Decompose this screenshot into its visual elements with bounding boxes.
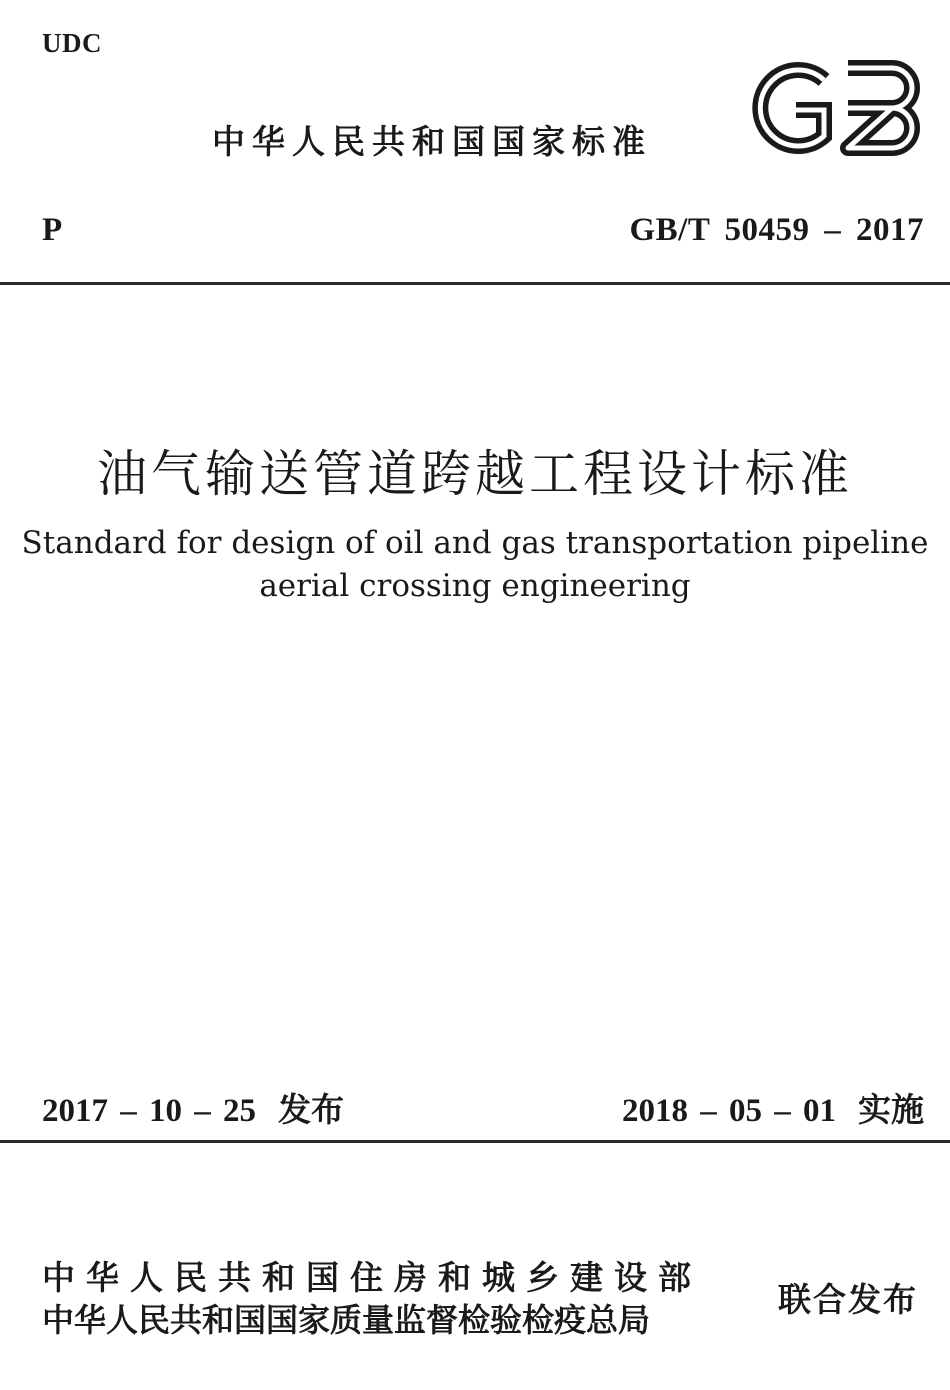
issue-date-block — [42, 1084, 344, 1131]
national-standard-heading: 中华人民共和国国家标准 — [212, 122, 652, 161]
gb-logo — [744, 60, 926, 156]
implementation-label: 实施 — [858, 1090, 924, 1129]
top-divider — [0, 282, 950, 285]
title-chinese: 油气输送管道跨越工程设计标准 — [97, 445, 853, 503]
standard-number: GB/T 50459 – 2017 — [629, 212, 924, 248]
title-english-line-2: aerial crossing engineering — [259, 568, 691, 604]
category-code: P — [42, 212, 63, 248]
publisher-aqsiq: 中华人民共和国国家质量监督检验检疫总局 — [42, 1301, 651, 1339]
issue-label: 发布 — [278, 1090, 344, 1129]
joint-issue-label: 联合发布 — [778, 1280, 918, 1319]
title-english — [0, 522, 950, 608]
bottom-divider — [0, 1140, 950, 1143]
title-english-line-1: Standard for design of oil and gas transportation pipeline — [21, 525, 929, 561]
implementation-date: 2018 – 05 – 01 — [622, 1093, 836, 1129]
issue-date: 2017 – 10 – 25 — [42, 1093, 256, 1129]
udc-label: UDC — [42, 28, 102, 58]
gb-logo-icon — [744, 60, 926, 156]
publisher-ministry-housing: 中华人民共和国住房和城乡建设部 — [42, 1258, 702, 1297]
implementation-date-block — [622, 1084, 924, 1131]
